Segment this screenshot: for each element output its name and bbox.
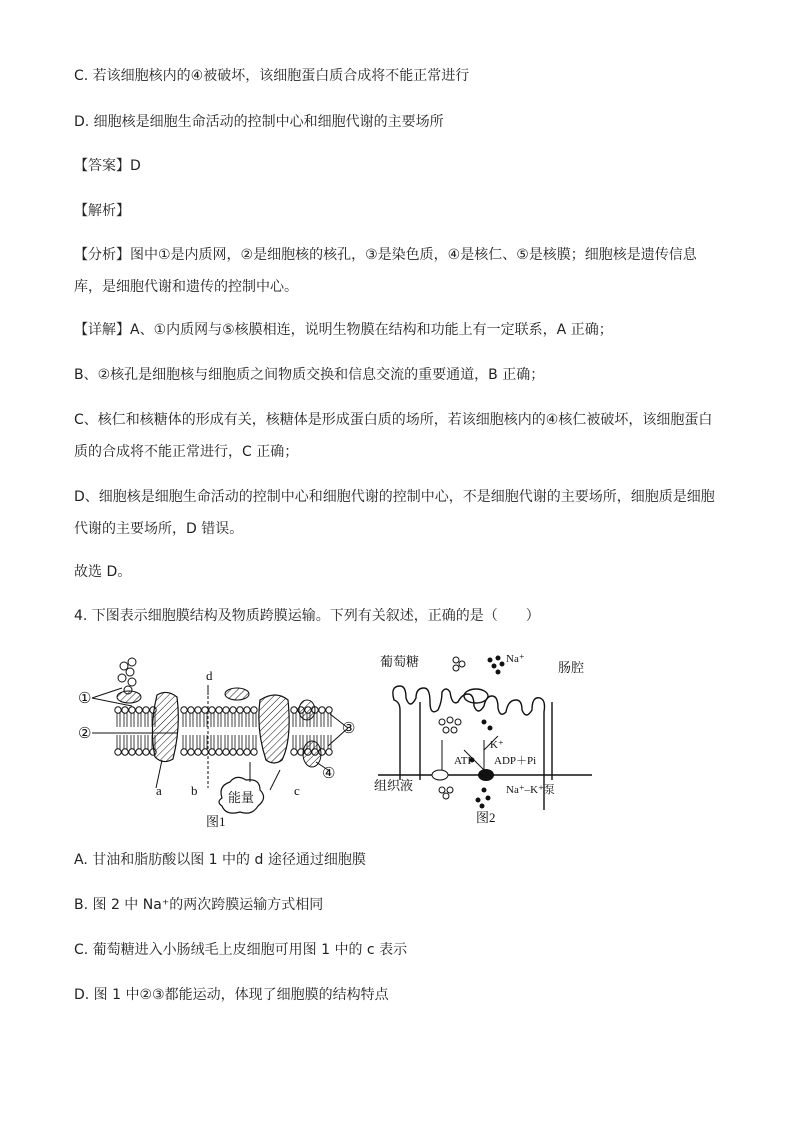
k-label: K⁺ — [490, 739, 504, 751]
option-c-prev: C. 若该细胞核内的④被破坏，该细胞蛋白质合成将不能正常进行 — [74, 68, 470, 84]
option-d: D. 图 1 中②③都能运动，体现了细胞膜的结构特点 — [74, 987, 389, 1003]
answer-line: 【答案】D — [74, 158, 141, 174]
figure-2-caption: 图2 — [476, 810, 496, 825]
marker-2: ② — [78, 726, 92, 742]
energy-label: 能量 — [228, 790, 255, 805]
figure-1-membrane-diagram — [72, 650, 372, 830]
glycoprotein-chain — [117, 658, 141, 703]
analysis-line-2: 库，是细胞代谢和遗传的控制中心。 — [74, 279, 298, 295]
path-c: c — [294, 783, 300, 798]
detail-c-1: C、核仁和核糖体的形成有关，核糖体是形成蛋白质的场所，若该细胞核内的④核仁被破坏，该细胞蛋白 — [74, 412, 713, 428]
adp-label: ADP＋Pi — [494, 755, 537, 767]
carrier-protein-c — [259, 695, 289, 763]
atp-label: ATP — [454, 755, 474, 767]
pump-label: Na⁺–K⁺泵 — [506, 784, 555, 796]
option-a: A. 甘油和脂肪酸以图 1 中的 d 途径通过细胞膜 — [74, 852, 366, 868]
glucose-label: 葡萄糖 — [380, 654, 420, 669]
marker-4: ④ — [322, 766, 336, 782]
detail-d-2: 代谢的主要场所，D 错误。 — [74, 521, 244, 537]
analysis-line-1: 【分析】图中①是内质网，②是细胞核的核孔，③是染色质，④是核仁、⑤是核膜；细胞核是遗传信息 — [74, 247, 697, 263]
analysis-heading: 【解析】 — [74, 203, 130, 219]
path-a: a — [156, 783, 162, 798]
detail-a: 【详解】A、①内质网与⑤核膜相连，说明生物膜在结构和功能上有一定联系，A 正确； — [74, 322, 613, 338]
figure-2-epithelium-diagram — [372, 650, 602, 830]
detail-b: B、②核孔是细胞核与细胞质之间物质交换和信息交流的重要通道，B 正确； — [74, 367, 545, 383]
lumen-label: 肠腔 — [558, 660, 585, 675]
conclusion: 故选 D。 — [74, 564, 132, 580]
bottom-lipid-layer — [115, 749, 332, 755]
na-label: Na⁺ — [506, 653, 525, 665]
marker-1: ① — [78, 691, 92, 707]
detail-d-1: D、细胞核是细胞生命活动的控制中心和细胞代谢的控制中心，不是细胞代谢的主要场所，细胞质是细胞 — [74, 489, 715, 505]
tissue-fluid-label: 组织液 — [374, 778, 414, 793]
question-4-stem: 4. 下图表示细胞膜结构及物质跨膜运输。下列有关叙述，正确的是（ ） — [74, 608, 540, 624]
path-b: b — [191, 783, 198, 798]
option-d-prev: D. 细胞核是细胞生命活动的控制中心和细胞代谢的主要场所 — [74, 114, 444, 130]
figure-1-caption: 图1 — [206, 814, 226, 829]
path-d: d — [206, 668, 213, 683]
detail-c-2: 质的合成将不能正常进行，C 正确； — [74, 444, 299, 460]
channel-protein-a — [152, 692, 178, 761]
marker-3: ③ — [342, 721, 356, 737]
option-b: B. 图 2 中 Na⁺的两次跨膜运输方式相同 — [74, 897, 324, 913]
option-c: C. 葡萄糖进入小肠绒毛上皮细胞可用图 1 中的 c 表示 — [74, 942, 408, 958]
